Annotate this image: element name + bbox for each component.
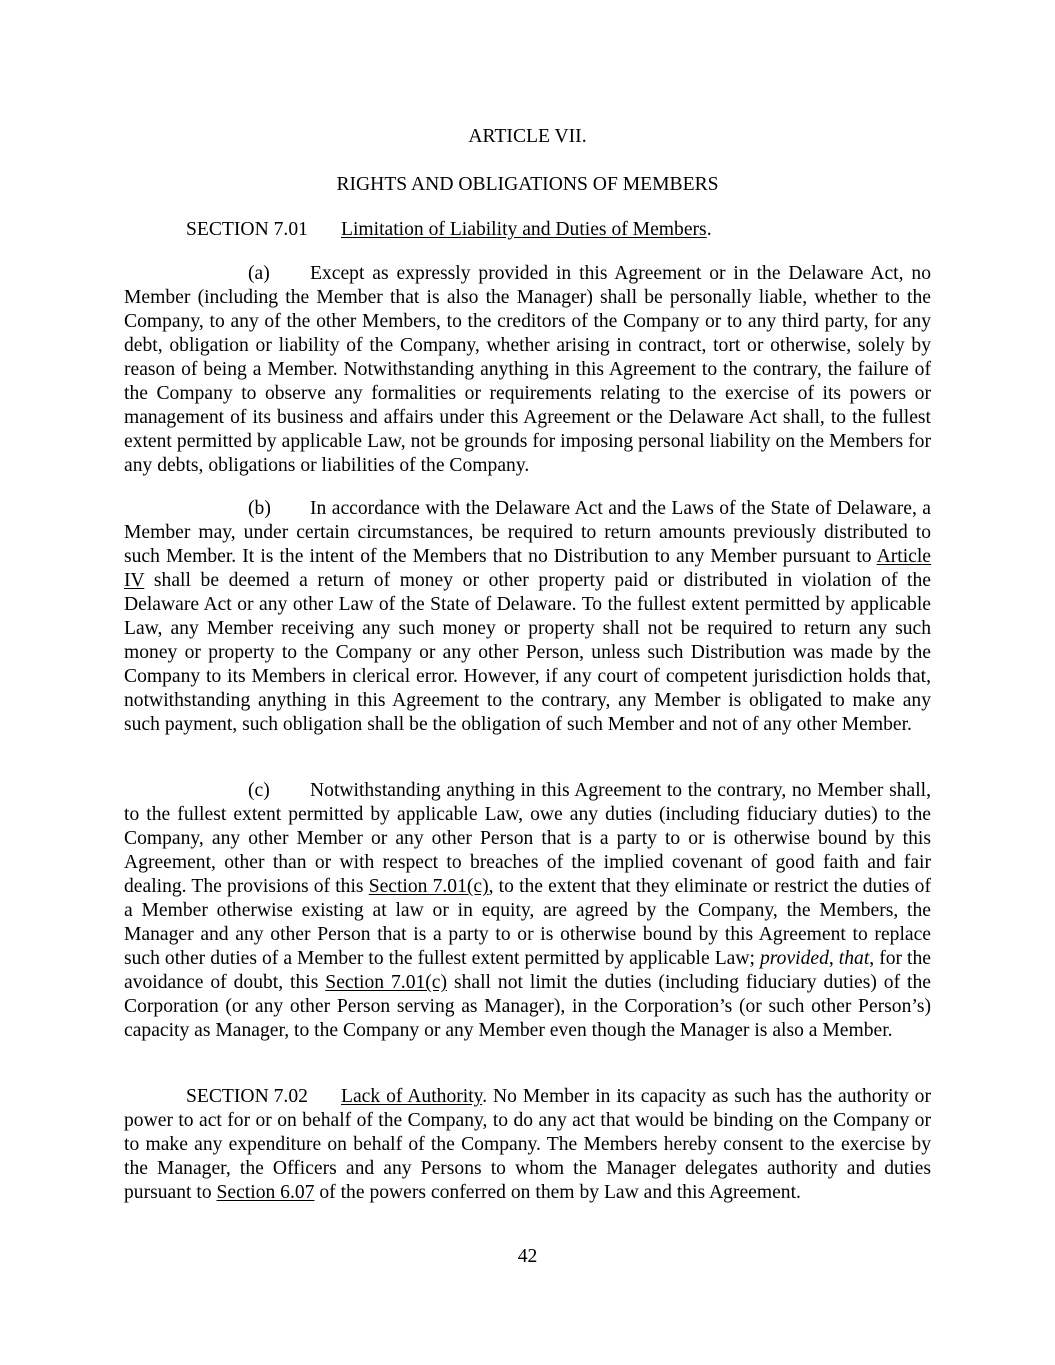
paragraph-b (124, 497, 931, 737)
proviso-italic: provided, that (759, 948, 870, 969)
paragraph-text: , to the extent that they eliminate or restrict the duties of a Member otherwise existing at law or in equity, are agreed by the Company, the Members, the Manager and any other Person that is a party to or is otherwise bound by this Agreement to replace such other duties of a Member to the fullest extent permitted by applicable Law; (124, 876, 931, 969)
cross-reference: Section 7.01(c) (368, 876, 489, 897)
paragraph-text: In accordance with the Delaware Act and the Laws of the State of Delaware, a Member may, under certain circumstances, be required to return amounts previously distributed to such Member. It is the intent of the Members that no Distribution to any Member pursuant to (124, 498, 931, 567)
article-number: ARTICLE VII. (468, 126, 587, 147)
article-title: RIGHTS AND OBLIGATIONS OF MEMBERS (336, 174, 719, 195)
paragraph-label: (a) (248, 263, 270, 284)
paragraph-text: Except as expressly provided in this Agreement or in the Delaware Act, no Member (including the Member that is also the Manager) shall be personally liable, whether to the Company, to any of the other Members, to the creditors of the Company or to any third party, for any debt, obligation or liability of the Company, whether arising in contract, tort or otherwise, solely by reason of being a Member. Notwithstanding anything in this Agreement to the contrary, the failure of the Company to observe any formalities or requirements relating to the exercise of its powers or management of its business and affairs under this Agreement or the Delaware Act shall, to the fullest extent permitted by applicable Law, not be grounds for imposing personal liability on the Members for any debts, obligations or liabilities of the Company. (124, 263, 931, 476)
paragraph-label: (c) (248, 780, 270, 801)
paragraph-label: (b) (248, 498, 271, 519)
section-title-punct: . (706, 219, 712, 240)
paragraph-text: of the powers conferred on them by Law and this Agreement. (314, 1182, 801, 1203)
paragraph-c (124, 779, 931, 1043)
page-number: 42 (517, 1246, 538, 1267)
paragraph-text: shall not limit the duties (including fiduciary duties) of the Corporation (or any other Person serving as Manager), in the Corporation’s (or such other Person’s) capacity as Manager, to the Company or any Member even though the Manager is also a Member. (124, 972, 931, 1041)
paragraph-text: , for the avoidance of doubt, this (124, 948, 931, 993)
cross-reference: Section 6.07 (216, 1182, 315, 1203)
paragraph-a (124, 262, 931, 478)
paragraph-text: Notwithstanding anything in this Agreement to the contrary, no Member shall, to the fullest extent permitted by applicable Law, owe any duties (including fiduciary duties) to the Company, any other Member or any other Person that is a party to or is otherwise bound by this Agreement, other than or with respect to breaches of the implied covenant of good faith and fair dealing. The provisions of this (124, 780, 931, 897)
section-number: SECTION 7.01 (186, 219, 308, 240)
section-number: SECTION 7.02 (186, 1086, 308, 1107)
section-7-01-heading (186, 218, 712, 242)
paragraph-text: shall be deemed a return of money or other property paid or distributed in violation of the Delaware Act or any other Law of the State of Delaware. To the fullest extent permitted by applicable Law, any Member receiving any such money or property shall not be required to return any such money or property to the Company or any other Person, unless such Distribution was made by the Company to its Members in clerical error. However, if any court of competent jurisdiction holds that, notwithstanding anything in this Agreement to the contrary, any Member is obligated to make any such payment, such obligation shall be the obligation of such Member and not of any other Member. (124, 570, 931, 735)
section-title: Limitation of Liability and Duties of Members (341, 219, 707, 240)
section-7-02-paragraph (124, 1085, 931, 1205)
paragraph-text: . No Member in its capacity as such has the authority or power to act for or on behalf of the Company, to do any act that would be binding on the Company or to make any expenditure on behalf of the Company. The Members hereby consent to the exercise by the Manager, the Officers and any Persons to whom the Manager delegates authority and duties pursuant to (124, 1086, 932, 1203)
cross-reference: Section 7.01(c) (325, 972, 448, 993)
section-title: Lack of Authority (341, 1086, 483, 1107)
cross-reference: Article IV (124, 546, 931, 591)
